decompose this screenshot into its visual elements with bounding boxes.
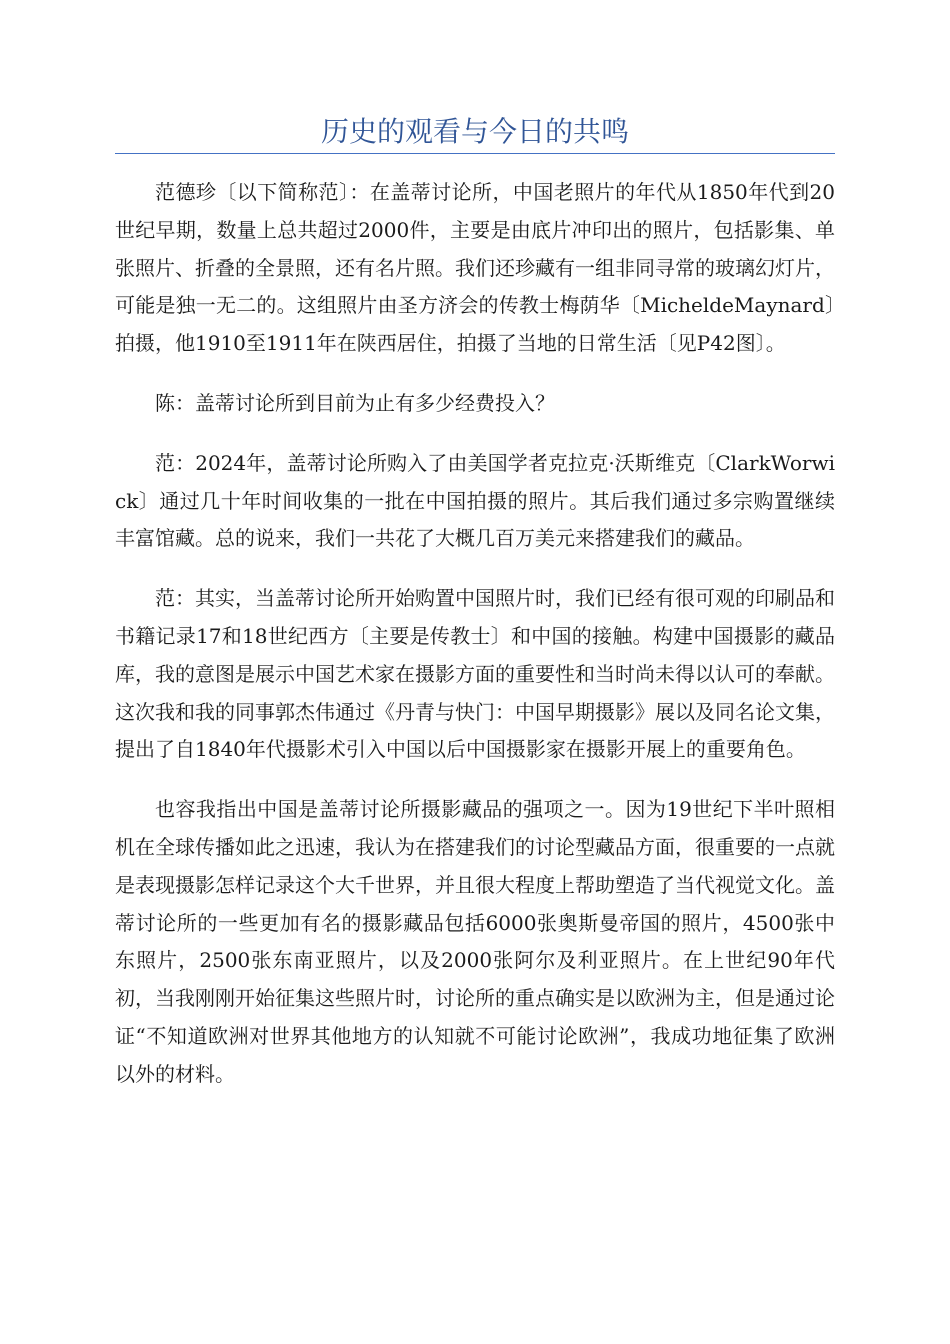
article-body bbox=[115, 174, 835, 1116]
paragraph-question: 陈：盖蒂讨论所到目前为止有多少经费投入？ bbox=[155, 390, 555, 415]
paragraph-intro: 范德珍〔以下简称范〕：在盖蒂讨论所，中国老照片的年代从1850年代到20世纪早期，数量上总共超过2000件，主要是由底片冲印出的照片，包括影集、单张照片、折叠的全景照，还有名片照。我们还珍藏有一组非同寻常的玻璃幻灯片，可能是独一无二的。这组照片由圣方济会的传教士梅荫华〔MicheldeMaynard〕拍摄，他1910至1911年在陕西居住，拍摄了当地的日常生活〔见P42图〕。 bbox=[115, 180, 835, 356]
document-title: 历史的观看与今日的共鸣 bbox=[320, 115, 629, 148]
paragraph-collection-intent: 范：其实，当盖蒂讨论所开始购置中国照片时，我们已经有很可观的印刷品和书籍记录17和18世纪西方〔主要是传教士〕和中国的接触。构建中国摄影的藏品库，我的意图是展示中国艺术家在摄影方面的重要性和当时尚未得以认可的奉献。这次我和我的同事郭杰伟通过《丹青与快门：中国早期摄影》展以及同名论文集，提出了自1840年代摄影术引入中国以后中国摄影家在摄影开展上的重要角色。 bbox=[115, 586, 835, 762]
title-underline bbox=[115, 153, 835, 154]
paragraph-funding: 范：2024年，盖蒂讨论所购入了由美国学者克拉克·沃斯维克〔ClarkWorwick〕通过几十年时间收集的一批在中国拍摄的照片。其后我们通过多宗购置继续丰富馆藏。总的说来，我们一共花了大概几百万美元来搭建我们的藏品。 bbox=[115, 450, 835, 551]
paragraph-collection-strength: 也容我指出中国是盖蒂讨论所摄影藏品的强项之一。因为19世纪下半叶照相机在全球传播如此之迅速，我认为在搭建我们的讨论型藏品方面，很重要的一点就是表现摄影怎样记录这个大千世界，并且很大程度上帮助塑造了当代视觉文化。盖蒂讨论所的一些更加有名的摄影藏品包括6000张奥斯曼帝国的照片，4500张中东照片，2500张东南亚照片，以及2000张阿尔及利亚照片。在上世纪90年代初，当我刚刚开始征集这些照片时，讨论所的重点确实是以欧洲为主，但是通过论证“不知道欧洲对世界其他地方的认知就不可能讨论欧洲”，我成功地征集了欧洲以外的材料。 bbox=[115, 797, 835, 1086]
